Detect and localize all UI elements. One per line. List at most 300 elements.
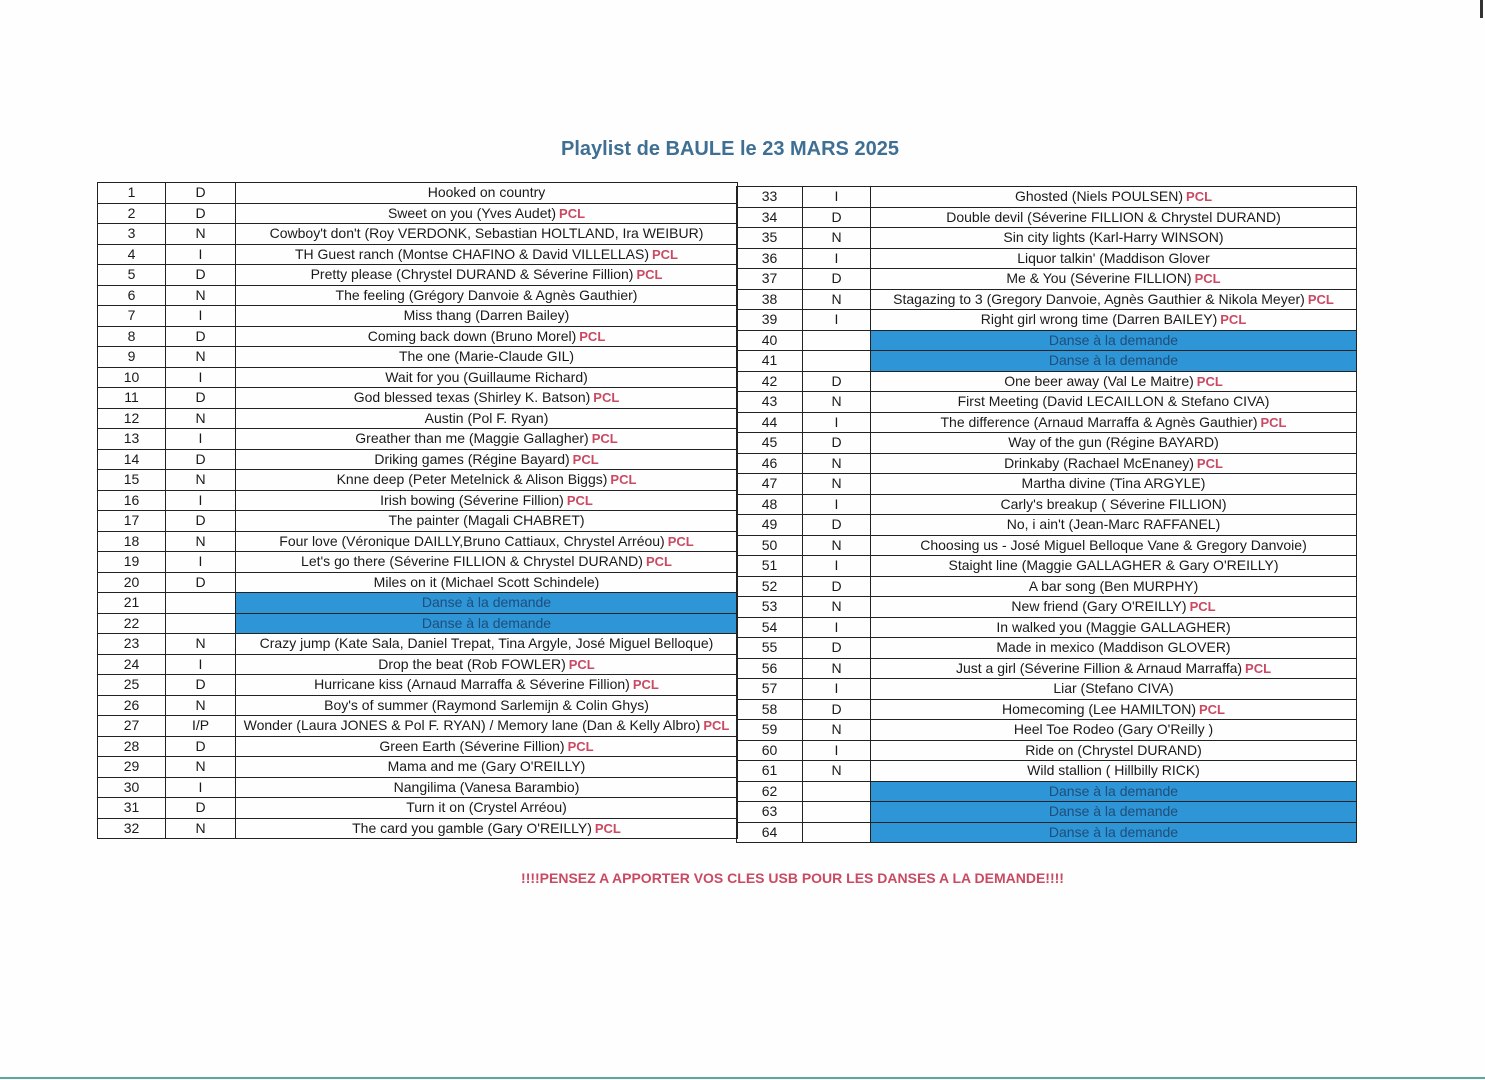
dance-title: God blessed texas (Shirley K. Batson): [353, 389, 591, 406]
row-number: 50: [737, 535, 803, 556]
row-number: 52: [737, 576, 803, 597]
dance-level: D: [166, 265, 236, 286]
dance-level: N: [166, 224, 236, 245]
dance-title: New friend (Gary O'REILLY): [1011, 598, 1187, 615]
dance-title: Ride on (Chrystel DURAND): [1025, 741, 1202, 758]
dance-level: I: [803, 617, 871, 638]
dance-title-cell: [871, 515, 1357, 536]
row-number: 7: [98, 306, 166, 327]
usb-reminder-note: !!!!PENSEZ A APPORTER VOS CLES USB POUR LES DANSES A LA DEMANDE!!!!: [521, 870, 1064, 886]
pcl-badge: PCL: [1260, 414, 1287, 430]
row-number: 46: [737, 453, 803, 474]
table-row: [737, 761, 1357, 782]
table-row: [98, 675, 738, 696]
dance-level: D: [166, 326, 236, 347]
dance-level: N: [166, 470, 236, 491]
table-row: [737, 720, 1357, 741]
playlist-table-left: [97, 182, 738, 839]
dance-title: Danse à la demande: [421, 594, 552, 611]
row-number: 17: [98, 511, 166, 532]
dance-title: Hooked on country: [427, 184, 546, 201]
row-number: 36: [737, 248, 803, 269]
table-row: [98, 429, 738, 450]
table-row: [98, 716, 738, 737]
pcl-badge: PCL: [572, 451, 599, 467]
table-row: [98, 593, 738, 614]
dance-title-cell: [871, 433, 1357, 454]
dance-level: N: [803, 228, 871, 249]
dance-level: D: [803, 433, 871, 454]
pcl-badge: PCL: [1196, 373, 1223, 389]
row-number: 22: [98, 613, 166, 634]
dance-title: Danse à la demande: [1048, 331, 1179, 348]
dance-title: Made in mexico (Maddison GLOVER): [996, 639, 1231, 656]
row-number: 5: [98, 265, 166, 286]
table-row: [98, 306, 738, 327]
row-number: 34: [737, 207, 803, 228]
dance-title-cell: [236, 654, 738, 675]
table-row: [737, 433, 1357, 454]
row-number: 25: [98, 675, 166, 696]
dance-request-slot: [236, 613, 738, 634]
scan-bottom-edge: [0, 1077, 1485, 1079]
dance-title-cell: [871, 289, 1357, 310]
table-row: [737, 330, 1357, 351]
dance-title-cell: [871, 699, 1357, 720]
table-row: [737, 679, 1357, 700]
dance-title-cell: [871, 269, 1357, 290]
dance-title: The difference (Arnaud Marraffa & Agnès Gauthier): [940, 413, 1258, 430]
table-row: [98, 654, 738, 675]
table-row: [737, 617, 1357, 638]
dance-title-cell: [236, 552, 738, 573]
dance-level: [166, 593, 236, 614]
dance-level: N: [803, 392, 871, 413]
table-row: [98, 818, 738, 839]
table-row: [737, 351, 1357, 372]
table-row: [98, 367, 738, 388]
pcl-badge: PCL: [593, 390, 620, 406]
table-row: [737, 453, 1357, 474]
table-row: [737, 392, 1357, 413]
row-number: 16: [98, 490, 166, 511]
dance-level: D: [166, 203, 236, 224]
dance-request-slot: [871, 802, 1357, 823]
dance-title: Heel Toe Rodeo (Gary O'Reilly ): [1013, 721, 1214, 738]
dance-level: [803, 351, 871, 372]
dance-level: N: [803, 597, 871, 618]
dance-level: D: [803, 699, 871, 720]
pcl-badge: PCL: [559, 205, 586, 221]
pcl-badge: PCL: [1194, 271, 1221, 287]
dance-level: D: [166, 449, 236, 470]
table-row: [98, 613, 738, 634]
row-number: 12: [98, 408, 166, 429]
dance-level: I/P: [166, 716, 236, 737]
dance-title: Turn it on (Crystel Arréou): [406, 799, 567, 816]
row-number: 24: [98, 654, 166, 675]
table-row: [737, 658, 1357, 679]
dance-title: Wonder (Laura JONES & Pol F. RYAN) / Memory lane (Dan & Kelly Albro): [243, 717, 701, 734]
row-number: 19: [98, 552, 166, 573]
pcl-badge: PCL: [591, 431, 618, 447]
row-number: 9: [98, 347, 166, 368]
table-row: [98, 203, 738, 224]
dance-level: I: [166, 654, 236, 675]
dance-level: D: [803, 269, 871, 290]
dance-level: N: [166, 818, 236, 839]
table-row: [98, 572, 738, 593]
row-number: 31: [98, 798, 166, 819]
dance-level: N: [166, 634, 236, 655]
dance-title-cell: [871, 679, 1357, 700]
dance-title-cell: [236, 265, 738, 286]
dance-title: Just a girl (Séverine Fillion & Arnaud Marraffa): [955, 659, 1243, 676]
table-row: [737, 228, 1357, 249]
row-number: 23: [98, 634, 166, 655]
table-row: [737, 371, 1357, 392]
dance-title: Wild stallion ( Hillbilly RICK): [1027, 762, 1200, 779]
dance-title-cell: [871, 720, 1357, 741]
row-number: 35: [737, 228, 803, 249]
dance-level: N: [166, 531, 236, 552]
pcl-badge: PCL: [1189, 599, 1216, 615]
dance-title: Danse à la demande: [1048, 803, 1179, 820]
dance-title-cell: [871, 228, 1357, 249]
dance-title: A bar song (Ben MURPHY): [1028, 577, 1199, 594]
table-row: [98, 388, 738, 409]
dance-level: N: [166, 347, 236, 368]
pcl-badge: PCL: [636, 267, 663, 283]
dance-title: The card you gamble (Gary O'REILLY): [352, 819, 592, 836]
dance-title: Greather than me (Maggie Gallagher): [355, 430, 589, 447]
table-row: [98, 408, 738, 429]
dance-title: Liar (Stefano CIVA): [1053, 680, 1174, 697]
pcl-badge: PCL: [568, 656, 595, 672]
dance-title-cell: [236, 367, 738, 388]
table-row: [737, 515, 1357, 536]
dance-title-cell: [871, 556, 1357, 577]
dance-title: The painter (Magali CHABRET): [388, 512, 585, 529]
dance-level: D: [166, 183, 236, 204]
row-number: 26: [98, 695, 166, 716]
dance-title: Liquor talkin' (Maddison Glover: [1017, 249, 1210, 266]
dance-title: Four love (Véronique DAILLY,Bruno Cattiaux, Chrystel Arréou): [279, 532, 665, 549]
dance-level: I: [166, 367, 236, 388]
row-number: 2: [98, 203, 166, 224]
dance-level: D: [803, 207, 871, 228]
dance-title-cell: [236, 326, 738, 347]
dance-level: [803, 781, 871, 802]
row-number: 61: [737, 761, 803, 782]
dance-title-cell: [871, 371, 1357, 392]
dance-title: Way of the gun (Régine BAYARD): [1008, 434, 1219, 451]
dance-request-slot: [871, 781, 1357, 802]
pcl-badge: PCL: [594, 820, 621, 836]
row-number: 20: [98, 572, 166, 593]
dance-level: I: [166, 306, 236, 327]
row-number: 41: [737, 351, 803, 372]
table-row: [737, 474, 1357, 495]
dance-title: One beer away (Val Le Maitre): [1004, 372, 1194, 389]
dance-title-cell: [236, 408, 738, 429]
table-row: [737, 269, 1357, 290]
dance-title-cell: [236, 675, 738, 696]
dance-title-cell: [236, 244, 738, 265]
dance-title: No, i ain't (Jean-Marc RAFFANEL): [1006, 516, 1221, 533]
row-number: 4: [98, 244, 166, 265]
dance-level: N: [803, 453, 871, 474]
table-row: [98, 552, 738, 573]
dance-title-cell: [871, 535, 1357, 556]
pcl-badge: PCL: [703, 718, 730, 734]
dance-title: Crazy jump (Kate Sala, Daniel Trepat, Tina Argyle, José Miguel Belloque): [259, 635, 714, 652]
dance-title: Boy's of summer (Raymond Sarlemijn & Colin Ghys): [324, 696, 649, 713]
row-number: 18: [98, 531, 166, 552]
dance-title: Me & You (Séverine FILLION): [1006, 270, 1192, 287]
dance-level: N: [803, 474, 871, 495]
dance-title-cell: [871, 412, 1357, 433]
dance-title: Pretty please (Chrystel DURAND & Séverine Fillion): [310, 266, 634, 283]
dance-title: Homecoming (Lee HAMILTON): [1002, 700, 1196, 717]
dance-title-cell: [236, 449, 738, 470]
dance-title: Danse à la demande: [1048, 823, 1179, 840]
dance-level: [803, 802, 871, 823]
table-row: [98, 798, 738, 819]
pcl-badge: PCL: [652, 246, 678, 262]
table-row: [98, 777, 738, 798]
table-row: [737, 248, 1357, 269]
row-number: 14: [98, 449, 166, 470]
table-row: [98, 634, 738, 655]
dance-title-cell: [236, 818, 738, 839]
dance-title: Mama and me (Gary O'REILLY): [387, 758, 586, 775]
page-title: Playlist de BAULE le 23 MARS 2025: [561, 138, 899, 160]
dance-title-cell: [236, 490, 738, 511]
table-row: [98, 326, 738, 347]
table-row: [98, 347, 738, 368]
pcl-badge: PCL: [1307, 291, 1334, 307]
dance-title: Carly's breakup ( Séverine FILLION): [1000, 495, 1227, 512]
dance-title: Danse à la demande: [421, 614, 552, 631]
playlist-table-right: [736, 186, 1357, 843]
dance-level: I: [166, 552, 236, 573]
dance-title-cell: [871, 576, 1357, 597]
dance-title-cell: [236, 757, 738, 778]
dance-title-cell: [871, 248, 1357, 269]
dance-level: N: [166, 408, 236, 429]
row-number: 55: [737, 638, 803, 659]
row-number: 45: [737, 433, 803, 454]
dance-title-cell: [236, 224, 738, 245]
row-number: 30: [98, 777, 166, 798]
dance-level: D: [166, 511, 236, 532]
row-number: 6: [98, 285, 166, 306]
pcl-badge: PCL: [645, 554, 672, 570]
dance-title: Ghosted (Niels POULSEN): [1014, 188, 1184, 205]
pcl-badge: PCL: [632, 677, 659, 693]
dance-level: [803, 822, 871, 843]
dance-level: I: [803, 248, 871, 269]
dance-title-cell: [236, 695, 738, 716]
row-number: 15: [98, 470, 166, 491]
dance-title-cell: [871, 597, 1357, 618]
row-number: 13: [98, 429, 166, 450]
dance-title-cell: [871, 761, 1357, 782]
dance-level: N: [166, 757, 236, 778]
table-row: [98, 490, 738, 511]
row-number: 37: [737, 269, 803, 290]
row-number: 59: [737, 720, 803, 741]
pcl-badge: PCL: [579, 328, 606, 344]
row-number: 43: [737, 392, 803, 413]
dance-title-cell: [236, 429, 738, 450]
dance-title-cell: [871, 310, 1357, 331]
dance-title: Stagazing to 3 (Gregory Danvoie, Agnès Gauthier & Nikola Meyer): [893, 290, 1305, 307]
table-row: [98, 470, 738, 491]
table-row: [98, 449, 738, 470]
table-row: [737, 207, 1357, 228]
pcl-badge: PCL: [1186, 189, 1213, 205]
dance-level: D: [803, 371, 871, 392]
row-number: 38: [737, 289, 803, 310]
row-number: 3: [98, 224, 166, 245]
dance-level: [166, 613, 236, 634]
table-row: [98, 265, 738, 286]
dance-title-cell: [236, 285, 738, 306]
dance-title: The feeling (Grégory Danvoie & Agnès Gauthier): [335, 286, 638, 303]
dance-title-cell: [236, 183, 738, 204]
dance-level: I: [803, 494, 871, 515]
row-number: 60: [737, 740, 803, 761]
dance-title: Martha divine (Tina ARGYLE): [1021, 475, 1206, 492]
dance-title-cell: [871, 494, 1357, 515]
dance-level: D: [166, 675, 236, 696]
dance-level: I: [803, 556, 871, 577]
table-row: [98, 224, 738, 245]
dance-request-slot: [236, 593, 738, 614]
row-number: 48: [737, 494, 803, 515]
dance-title-cell: [236, 347, 738, 368]
row-number: 44: [737, 412, 803, 433]
dance-level: D: [166, 572, 236, 593]
table-row: [737, 699, 1357, 720]
dance-title-cell: [236, 716, 738, 737]
row-number: 39: [737, 310, 803, 331]
table-row: [737, 576, 1357, 597]
dance-level: D: [803, 515, 871, 536]
row-number: 32: [98, 818, 166, 839]
table-row: [98, 757, 738, 778]
dance-level: D: [166, 388, 236, 409]
dance-title: Sin city lights (Karl-Harry WINSON): [1003, 229, 1224, 246]
dance-title-cell: [871, 740, 1357, 761]
row-number: 49: [737, 515, 803, 536]
row-number: 1: [98, 183, 166, 204]
dance-title-cell: [871, 453, 1357, 474]
table-row: [98, 695, 738, 716]
row-number: 29: [98, 757, 166, 778]
dance-title-cell: [871, 638, 1357, 659]
dance-title-cell: [236, 203, 738, 224]
dance-title-cell: [236, 798, 738, 819]
dance-level: D: [803, 638, 871, 659]
dance-title-cell: [236, 531, 738, 552]
dance-title: Coming back down (Bruno Morel): [367, 327, 577, 344]
dance-level: I: [166, 244, 236, 265]
table-row: [737, 740, 1357, 761]
row-number: 28: [98, 736, 166, 757]
row-number: 64: [737, 822, 803, 843]
table-row: [737, 494, 1357, 515]
table-row: [98, 285, 738, 306]
dance-request-slot: [871, 330, 1357, 351]
table-row: [98, 183, 738, 204]
dance-title: TH Guest ranch (Montse CHAFINO & David VILLELLAS): [294, 245, 649, 262]
row-number: 58: [737, 699, 803, 720]
dance-title-cell: [236, 634, 738, 655]
dance-title: Staight line (Maggie GALLAGHER & Gary O'REILLY): [948, 557, 1279, 574]
dance-title-cell: [871, 474, 1357, 495]
dance-title: Wait for you (Guillaume Richard): [385, 368, 588, 385]
row-number: 40: [737, 330, 803, 351]
dance-title: Nangilima (Vanesa Barambio): [393, 778, 580, 795]
table-row: [737, 556, 1357, 577]
dance-level: I: [803, 412, 871, 433]
dance-title-cell: [871, 392, 1357, 413]
dance-title-cell: [236, 306, 738, 327]
table-row: [737, 289, 1357, 310]
dance-title: Danse à la demande: [1048, 352, 1179, 369]
dance-level: I: [803, 310, 871, 331]
dance-title-cell: [236, 388, 738, 409]
pcl-badge: PCL: [1196, 455, 1223, 471]
dance-level: I: [166, 490, 236, 511]
dance-level: D: [803, 576, 871, 597]
scan-edge-mark: [1480, 0, 1483, 18]
dance-level: N: [166, 695, 236, 716]
dance-title: Green Earth (Séverine Fillion): [379, 737, 565, 754]
row-number: 27: [98, 716, 166, 737]
pcl-badge: PCL: [610, 472, 637, 488]
table-row: [98, 511, 738, 532]
table-row: [98, 531, 738, 552]
dance-title: Miss thang (Darren Bailey): [403, 307, 570, 324]
dance-level: N: [803, 658, 871, 679]
row-number: 10: [98, 367, 166, 388]
dance-title-cell: [871, 617, 1357, 638]
row-number: 57: [737, 679, 803, 700]
dance-title: Hurricane kiss (Arnaud Marraffa & Séverine Fillion): [314, 676, 630, 693]
dance-title: In walked you (Maggie GALLAGHER): [996, 618, 1231, 635]
dance-level: N: [803, 761, 871, 782]
row-number: 8: [98, 326, 166, 347]
dance-level: N: [803, 720, 871, 741]
table-row: [737, 597, 1357, 618]
pcl-badge: PCL: [667, 533, 694, 549]
table-row: [98, 736, 738, 757]
dance-level: N: [803, 535, 871, 556]
dance-title: Cowboy't don't (Roy VERDONK, Sebastian HOLTLAND, Ira WEIBUR): [269, 225, 704, 242]
dance-title-cell: [871, 187, 1357, 208]
dance-title: Drinkaby (Rachael McEnaney): [1004, 454, 1194, 471]
dance-title: Right girl wrong time (Darren BAILEY): [980, 311, 1218, 328]
dance-title: Choosing us - José Miguel Belloque Vane & Gregory Danvoie): [920, 536, 1307, 553]
dance-title: Irish bowing (Séverine Fillion): [380, 491, 564, 508]
dance-title: Let's go there (Séverine FILLION & Chrystel DURAND): [301, 553, 643, 570]
dance-level: I: [803, 187, 871, 208]
dance-title: Austin (Pol F. Ryan): [424, 409, 549, 426]
